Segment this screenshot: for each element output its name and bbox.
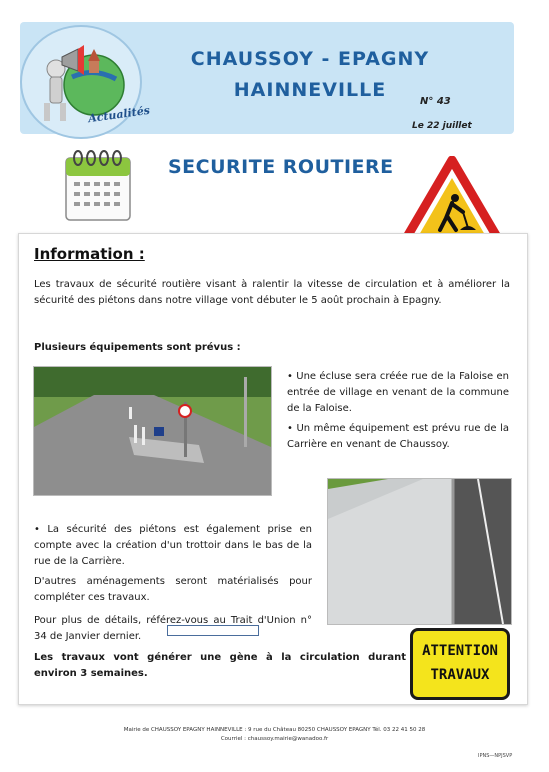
other-works-paragraph: D'autres aménagements seront matérialisés pour compléter ces travaux. [34, 576, 312, 603]
chicane-photo [33, 366, 272, 496]
town-name-line1: CHAUSSOY - EPAGNY [190, 48, 430, 70]
calendar-icon [62, 148, 134, 224]
town-name-line2: HAINNEVILLE [233, 79, 387, 101]
footer-code: IPNS—NPJSVP [478, 753, 513, 759]
logo-caption: Actualités [87, 103, 151, 126]
equipment-heading: Plusieurs équipements sont prévus : [34, 342, 241, 353]
footer-address: Mairie de CHAUSSOY EPAGNY HAINNEVILLE : 9 rue du Château 80250 CHAUSSOY EPAGNY Tél. 03 22 41 50 28 [123, 727, 426, 733]
sidewalk-photo [327, 478, 512, 625]
pedestrian-paragraph-text: La sécurité des piétons est également prise en compte avec la création d'un trottoir dans le bas de la rue de la Carrière. [34, 524, 313, 567]
pedestrian-paragraph: • La sécurité des piétons est également prise en compte avec la création d'un trottoir dans le bas de la rue de la Carrière. [34, 524, 313, 567]
bullet-carriere-text: Un même équipement est prévu rue de la Carrière en venant de Chaussoy. [287, 423, 510, 450]
duration-paragraph: Les travaux vont générer une gène à la circulation durant environ 3 semaines. [34, 652, 406, 679]
intro-paragraph: Les travaux de sécurité routière visant à ralentir la vitesse de circulation et à améliorer la sécurité des piétons dans notre village vont débuter le 5 août prochain à Epagny. [34, 279, 510, 306]
attention-travaux-sign [410, 628, 510, 700]
page-title: SECURITE ROUTIERE [168, 156, 394, 178]
town-logo [20, 25, 142, 139]
bullet-faloise-text: Une écluse sera créée rue de la Faloise en entrée de village en venant de la commune de la Faloise. [287, 371, 509, 414]
issue-number: N° 43 [420, 96, 451, 107]
attention-sign-line1: ATTENTION [422, 643, 498, 659]
bullet-carriere: • Un même équipement est prévu rue de la Carrière en venant de Chaussoy. [287, 423, 510, 450]
link-highlight[interactable] [167, 625, 259, 636]
footer-email: Courriel : chaussoy.mairie@wanadoo.fr [220, 736, 329, 742]
attention-sign-line2: TRAVAUX [430, 667, 490, 683]
info-heading: Information : [34, 245, 145, 263]
details-paragraph: Pour plus de détails, référez-vous au Trait d'Union n° 34 de Janvier dernier. [34, 615, 312, 642]
issue-date: Le 22 juillet [412, 121, 472, 131]
bullet-faloise: • Une écluse sera créée rue de la Faloise en entrée de village en venant de la commune de la Faloise. [287, 371, 509, 414]
